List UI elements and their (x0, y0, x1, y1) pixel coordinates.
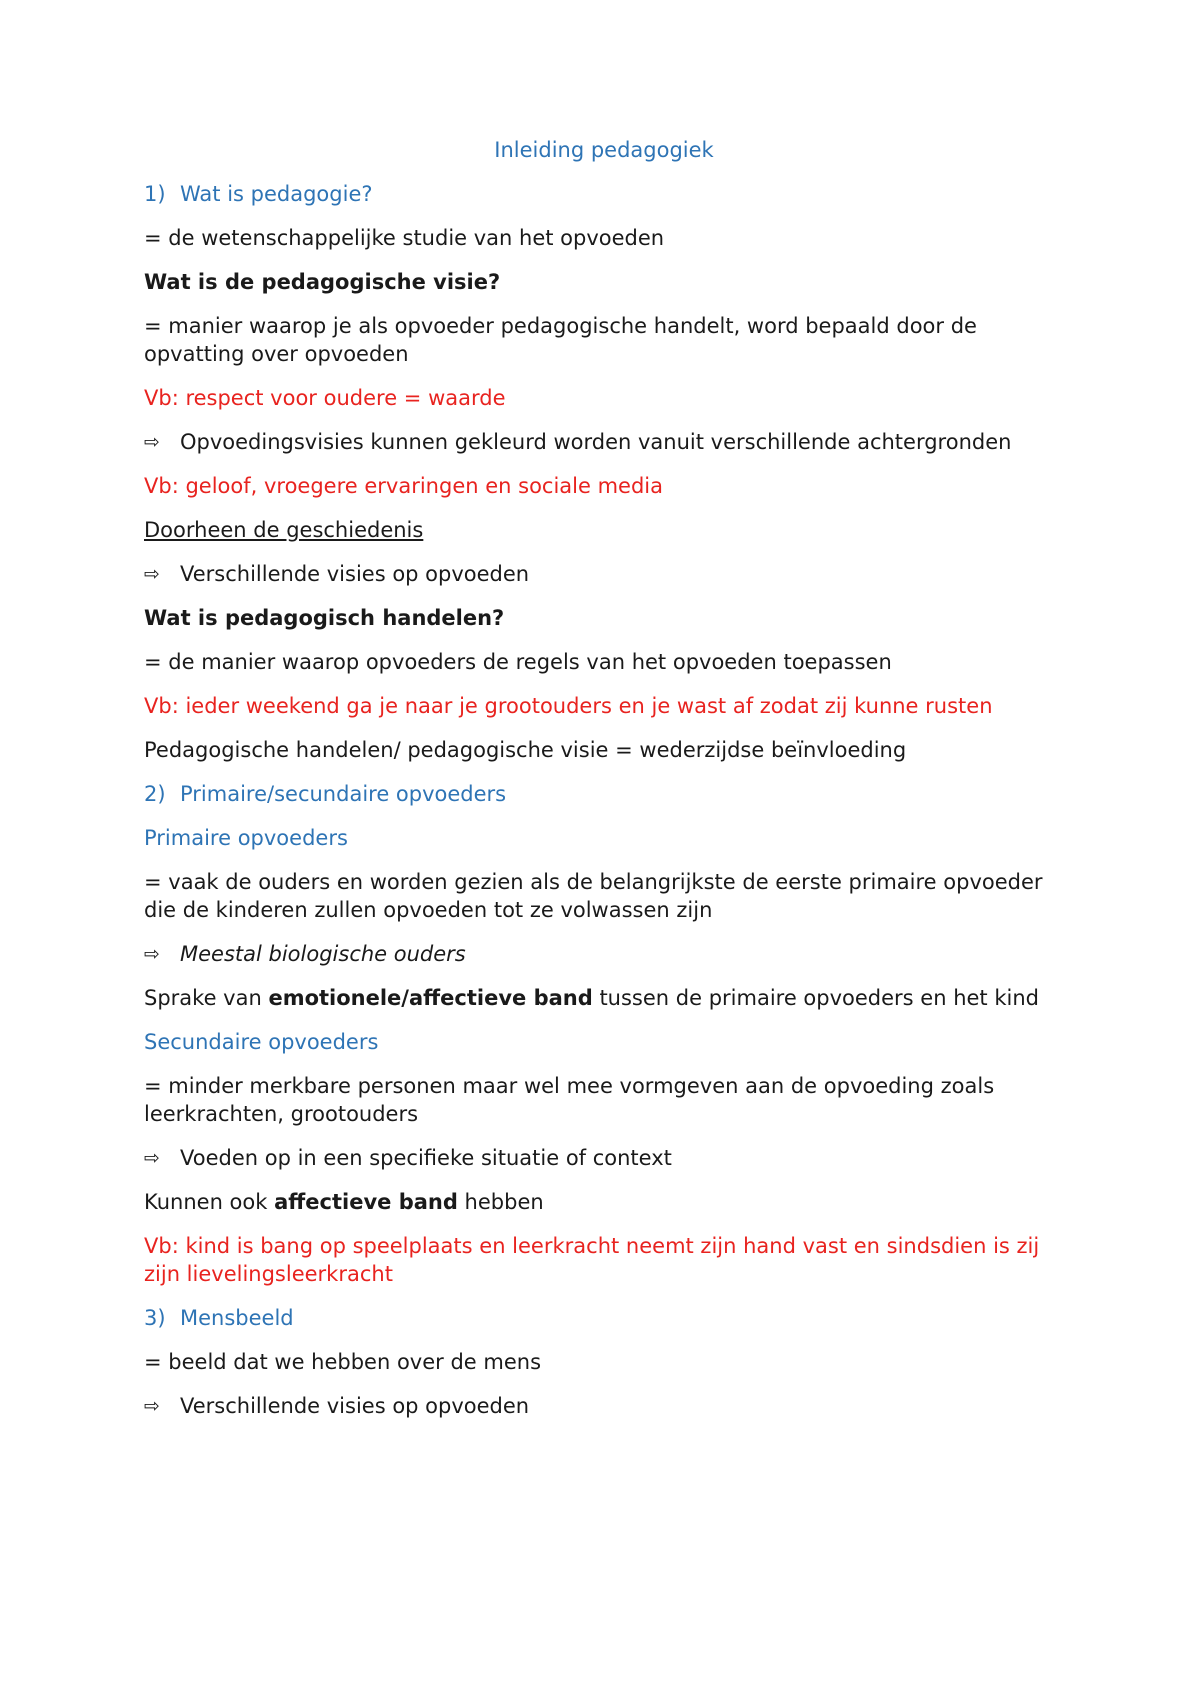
handelen-visie-relation: Pedagogische handelen/ pedagogische visie = wederzijdse beïnvloeding (144, 738, 907, 762)
bullet-mensbeeld-visies (144, 1392, 1064, 1420)
primary-heading: Primaire opvoeders (144, 826, 348, 850)
arrow-right-icon: ⇨ (144, 431, 160, 453)
bullet-verschillende-visies (144, 560, 1064, 588)
emotional-bond-text (144, 984, 1064, 1012)
bullet-text: Verschillende visies op opvoeden (180, 562, 530, 586)
arrow-right-icon: ⇨ (144, 1147, 160, 1169)
section-3-number: 3) (144, 1306, 166, 1330)
example-speelplaats: Vb: kind is bang op speelplaats en leerkracht neemt zijn hand vast en sindsdien is zij zijn lievelingsleerkracht (144, 1234, 1040, 1286)
arrow-right-icon: ⇨ (144, 1395, 160, 1417)
bond-suffix: tussen de primaire opvoeders en het kind (592, 986, 1039, 1010)
arrow-right-icon: ⇨ (144, 943, 160, 965)
document-title: Inleiding pedagogiek (494, 138, 714, 162)
section-2-number: 2) (144, 782, 166, 806)
bullet-specifieke-situatie (144, 1144, 1064, 1172)
example-respect: Vb: respect voor oudere = waarde (144, 386, 506, 410)
section-3-title: Mensbeeld (180, 1306, 294, 1330)
section-1-heading (144, 180, 1064, 208)
bullet-text: Meestal biologische ouders (180, 942, 466, 966)
bond-bold: emotionele/affectieve band (268, 986, 593, 1010)
primary-definition: = vaak de ouders en worden gezien als de belangrijkste de eerste primaire opvoeder die de kinderen zullen opvoeden tot ze volwassen zijn (144, 870, 1043, 922)
secondary-definition: = minder merkbare personen maar wel mee vormgeven aan de opvoeding zoals leerkrachten, grootouders (144, 1074, 995, 1126)
visie-definition: = manier waarop je als opvoeder pedagogische handelt, word bepaald door de opvatting over opvoeden (144, 314, 977, 366)
section-3-heading (144, 1304, 1064, 1332)
visie-question: Wat is de pedagogische visie? (144, 270, 501, 294)
secondary-heading: Secundaire opvoeders (144, 1030, 379, 1054)
bullet-text: Voeden op in een specifieke situatie of context (180, 1146, 672, 1170)
history-heading: Doorheen de geschiedenis (144, 518, 424, 542)
affective-prefix: Kunnen ook (144, 1190, 275, 1214)
mensbeeld-definition: = beeld dat we hebben over de mens (144, 1350, 542, 1374)
section-1-title: Wat is pedagogie? (180, 182, 373, 206)
bullet-text: Opvoedingsvisies kunnen gekleurd worden vanuit verschillende achtergronden (180, 430, 1012, 454)
bond-prefix: Sprake van (144, 986, 269, 1010)
bullet-text: Verschillende visies op opvoeden (180, 1394, 530, 1418)
bullet-biologische-ouders (144, 940, 1064, 968)
pedagogie-definition: = de wetenschappelijke studie van het opvoeden (144, 226, 665, 250)
example-weekend: Vb: ieder weekend ga je naar je grootouders en je wast af zodat zij kunne rusten (144, 694, 993, 718)
section-2-heading (144, 780, 1064, 808)
handelen-question: Wat is pedagogisch handelen? (144, 606, 505, 630)
affective-bond-text (144, 1188, 1064, 1216)
affective-bold: affectieve band (274, 1190, 458, 1214)
affective-suffix: hebben (457, 1190, 544, 1214)
section-1-number: 1) (144, 182, 166, 206)
example-geloof: Vb: geloof, vroegere ervaringen en sociale media (144, 474, 664, 498)
document-content (144, 136, 1064, 1436)
section-2-title: Primaire/secundaire opvoeders (180, 782, 507, 806)
bullet-opvoedingsvisies (144, 428, 1064, 456)
handelen-definition: = de manier waarop opvoeders de regels van het opvoeden toepassen (144, 650, 892, 674)
arrow-right-icon: ⇨ (144, 563, 160, 585)
